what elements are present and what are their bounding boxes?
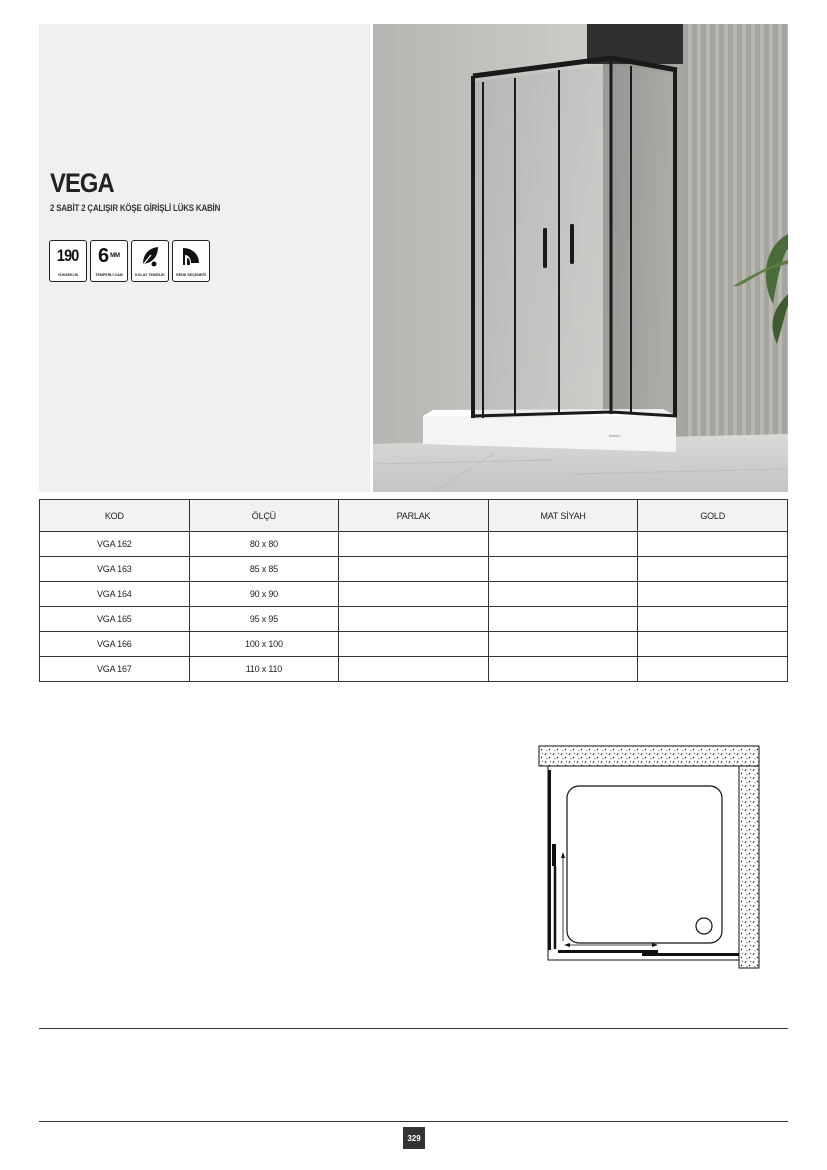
leaf-icon bbox=[139, 241, 161, 271]
header-olcu: ÖLÇÜ bbox=[189, 500, 339, 532]
cell-mat-siyah bbox=[488, 582, 638, 607]
badge-label: KOLAY TEMİZLİK bbox=[135, 273, 165, 277]
table-row bbox=[40, 532, 788, 557]
cell-gold bbox=[638, 557, 788, 582]
cell-mat-siyah bbox=[488, 557, 638, 582]
badge-label: RENK SEÇENEĞİ bbox=[176, 273, 206, 277]
cell-kod: VGA 167 bbox=[40, 657, 190, 682]
cell-kod: VGA 163 bbox=[40, 557, 190, 582]
cell-olcu: 110 x 110 bbox=[189, 657, 339, 682]
cell-gold bbox=[638, 607, 788, 632]
glass-thickness-icon bbox=[98, 241, 120, 271]
footer-divider bbox=[39, 1121, 788, 1122]
header-parlak: PARLAK bbox=[339, 500, 489, 532]
header-mat-siyah: MAT SİYAH bbox=[488, 500, 638, 532]
header-kod: KOD bbox=[40, 500, 190, 532]
divider bbox=[39, 1028, 788, 1029]
color-option-badge bbox=[172, 240, 210, 282]
cell-parlak bbox=[339, 607, 489, 632]
page-number: 329 bbox=[403, 1127, 425, 1149]
floor-plan-diagram bbox=[536, 744, 762, 975]
cell-mat-siyah bbox=[488, 607, 638, 632]
height-icon: 190 bbox=[57, 246, 79, 265]
cell-olcu: 95 x 95 bbox=[189, 607, 339, 632]
glass-thickness-badge bbox=[90, 240, 128, 282]
cell-olcu: 85 x 85 bbox=[189, 557, 339, 582]
cell-olcu: 90 x 90 bbox=[189, 582, 339, 607]
cell-parlak bbox=[339, 657, 489, 682]
product-photo bbox=[373, 24, 788, 492]
header-gold: GOLD bbox=[638, 500, 788, 532]
tray-brand: Banyo bbox=[609, 433, 621, 438]
cell-parlak bbox=[339, 632, 489, 657]
cell-gold bbox=[638, 532, 788, 557]
glass-thickness-unit: MM bbox=[110, 253, 121, 259]
spec-table bbox=[39, 499, 788, 682]
product-subtitle: 2 SABİT 2 ÇALIŞIR KÖŞE GİRİŞLİ LÜKS KABİN bbox=[50, 203, 221, 213]
cell-kod: VGA 164 bbox=[40, 582, 190, 607]
cell-olcu: 80 x 80 bbox=[189, 532, 339, 557]
cell-olcu: 100 x 100 bbox=[189, 632, 339, 657]
glass-thickness-value: 6 bbox=[97, 244, 110, 267]
cell-mat-siyah bbox=[488, 532, 638, 557]
cell-parlak bbox=[339, 557, 489, 582]
cell-mat-siyah bbox=[488, 632, 638, 657]
cell-parlak bbox=[339, 532, 489, 557]
table-row bbox=[40, 632, 788, 657]
cell-gold bbox=[638, 632, 788, 657]
color-option-icon bbox=[179, 241, 203, 271]
cell-gold bbox=[638, 582, 788, 607]
badge-label: YÜKSEKLİK bbox=[57, 273, 79, 277]
cell-kod: VGA 166 bbox=[40, 632, 190, 657]
feature-badges bbox=[49, 240, 210, 282]
cell-kod: VGA 162 bbox=[40, 532, 190, 557]
table-row bbox=[40, 657, 788, 682]
cell-mat-siyah bbox=[488, 657, 638, 682]
cell-parlak bbox=[339, 582, 489, 607]
table-header-row bbox=[40, 500, 788, 532]
height-badge bbox=[49, 240, 87, 282]
cell-gold bbox=[638, 657, 788, 682]
easy-clean-badge bbox=[131, 240, 169, 282]
cell-kod: VGA 165 bbox=[40, 607, 190, 632]
table-row bbox=[40, 607, 788, 632]
table-row bbox=[40, 557, 788, 582]
table-row bbox=[40, 582, 788, 607]
badge-label: TEMPERLİ CAM bbox=[95, 273, 123, 277]
product-title: VEGA bbox=[50, 168, 114, 198]
